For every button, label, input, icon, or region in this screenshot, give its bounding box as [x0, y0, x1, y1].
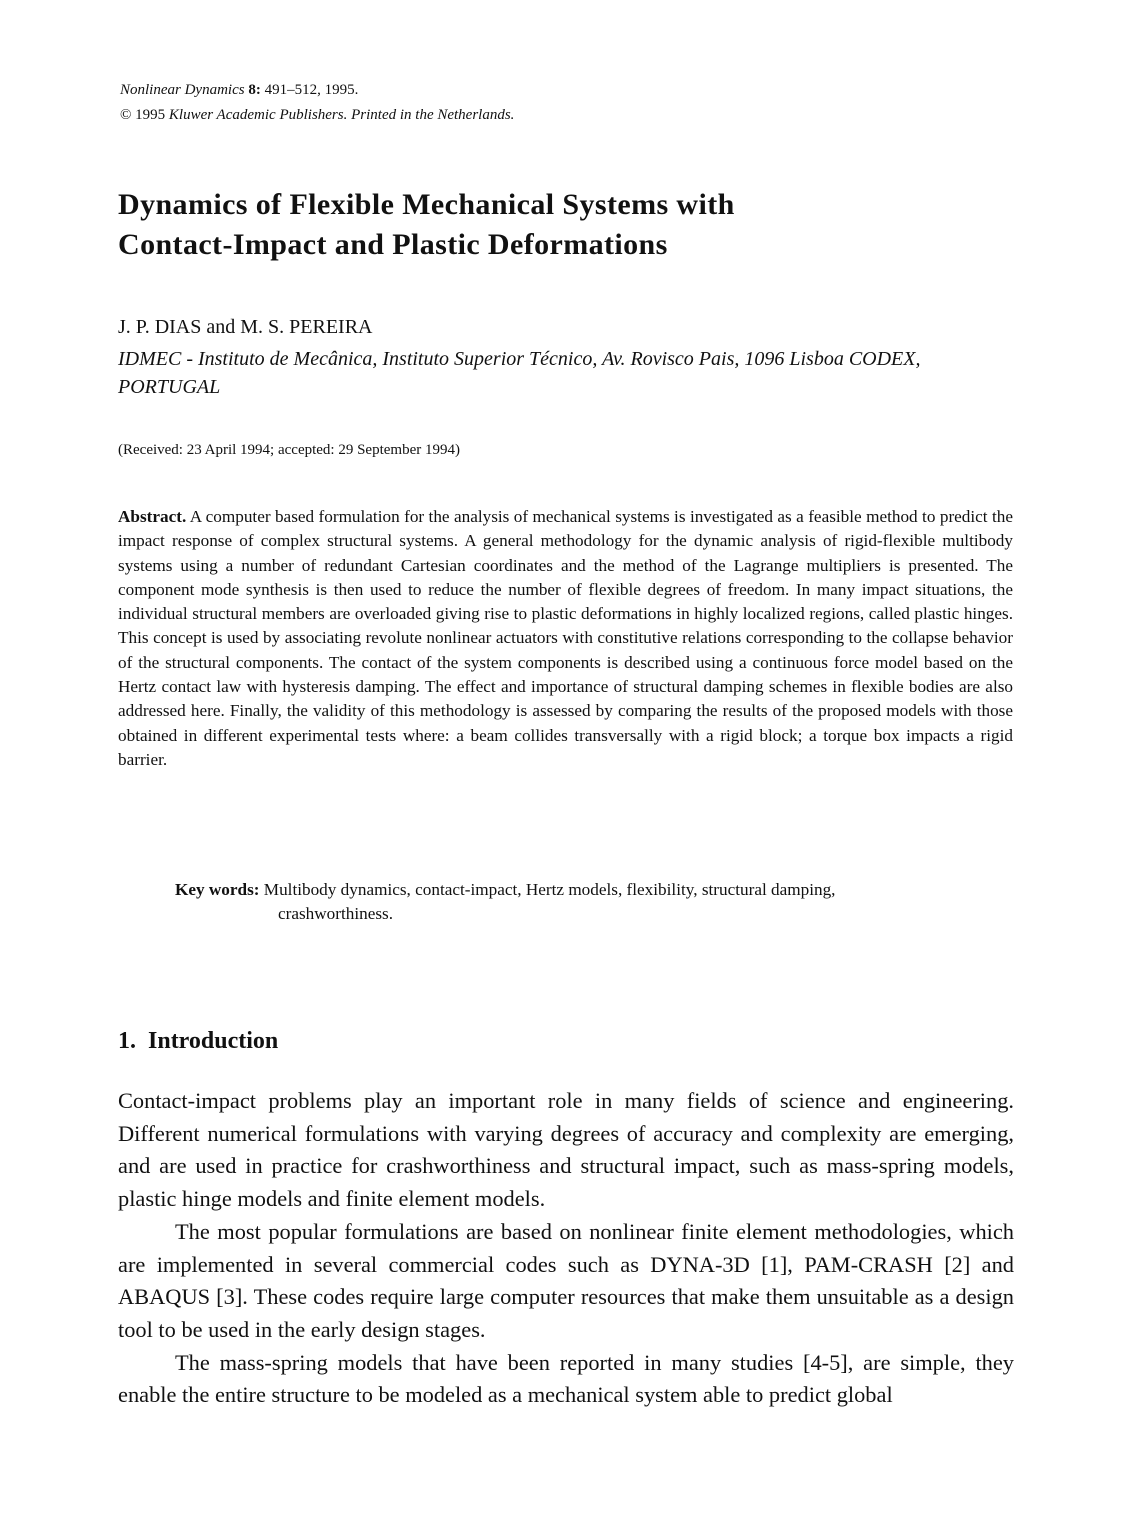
title-line-1: Dynamics of Flexible Mechanical Systems with: [118, 188, 735, 221]
copyright-year: © 1995: [120, 107, 166, 123]
paragraph: The most popular formulations are based on nonlinear finite element methodologies, which are implemented in several commercial codes such as DYNA-3D [1], PAM-CRASH [2] and ABAQUS [3]. These codes require large computer resources that make them unsuitable as a design tool to be used in the early design stages.: [118, 1218, 1014, 1342]
introduction-body: [118, 1085, 1014, 1412]
abstract-text: A computer based formulation for the analysis of mechanical systems is investigated as a feasible method to predict the impact response of complex structural systems. A general methodology for the dynamic analysis of rigid-flexible multibody systems using a number of redundant Cartesian coordinates and the method of the Lagrange multipliers is presented. The component mode synthesis is then used to reduce the number of flexible degrees of freedom. In many impact situations, the individual structural members are overloaded giving rise to plastic deformations in highly localized regions, called plastic hinges. This concept is used by associating revolute nonlinear actuators with constitutive relations corresponding to the collapse behavior of the structural components. The contact of the system components is described using a continuous force model based on the Hertz contact law with hysteresis damping. The effect and importance of structural damping schemes in flexible bodies are also addressed here. Finally, the validity of this methodology is assessed by comparing the results of the proposed models with those obtained in different experimental tests where: a beam collides transversally with a rigid block; a torque box impacts a rigid barrier.: [118, 507, 1013, 769]
section-number: 1.: [118, 1028, 136, 1054]
paragraph: The mass-spring models that have been reported in many studies [4-5], are simple, they enable the entire structure to be modeled as a mechanical system able to predict global: [118, 1349, 1014, 1408]
copyright-line: [120, 103, 514, 128]
section-heading-introduction: [118, 1025, 278, 1057]
paper-title: [118, 185, 938, 265]
abstract-label: Abstract.: [118, 507, 187, 526]
author-list: J. P. DIAS and M. S. PEREIRA: [118, 316, 373, 338]
affiliation-line-1: IDMEC - Instituto de Mecânica, Instituto Superior Técnico, Av. Rovisco Pais, 1096 Lisboa CODEX,: [118, 348, 921, 370]
keywords-label: Key words:: [175, 880, 260, 899]
keywords-line-2: crashworthiness.: [278, 904, 394, 923]
citation-line: [120, 78, 514, 103]
received-dates: (Received: 23 April 1994; accepted: 29 September 1994): [118, 442, 460, 458]
journal-volume: 8:: [248, 82, 261, 98]
journal-header: [120, 78, 514, 128]
affiliation-line-2: PORTUGAL: [118, 376, 221, 398]
keywords-line-1: Multibody dynamics, contact-impact, Hertz models, flexibility, structural damping,: [263, 880, 836, 899]
paragraph: Contact-impact problems play an important role in many fields of science and engineering. Different numerical formulations with varying degrees of accuracy and complexity are emerging, and are used in practice for crashworthiness and structural impact, such as mass-spring models, plastic hinge models and finite element models.: [118, 1088, 1014, 1212]
affiliation: [118, 345, 1018, 401]
abstract: [118, 505, 1013, 772]
journal-pages-year: 491–512, 1995.: [264, 82, 359, 98]
section-title: Introduction: [148, 1028, 279, 1054]
title-line-2: Contact-Impact and Plastic Deformations: [118, 228, 668, 261]
journal-name: Nonlinear Dynamics: [120, 82, 245, 98]
keywords: [175, 878, 1015, 926]
publisher: Kluwer Academic Publishers. Printed in the Netherlands.: [168, 107, 515, 123]
